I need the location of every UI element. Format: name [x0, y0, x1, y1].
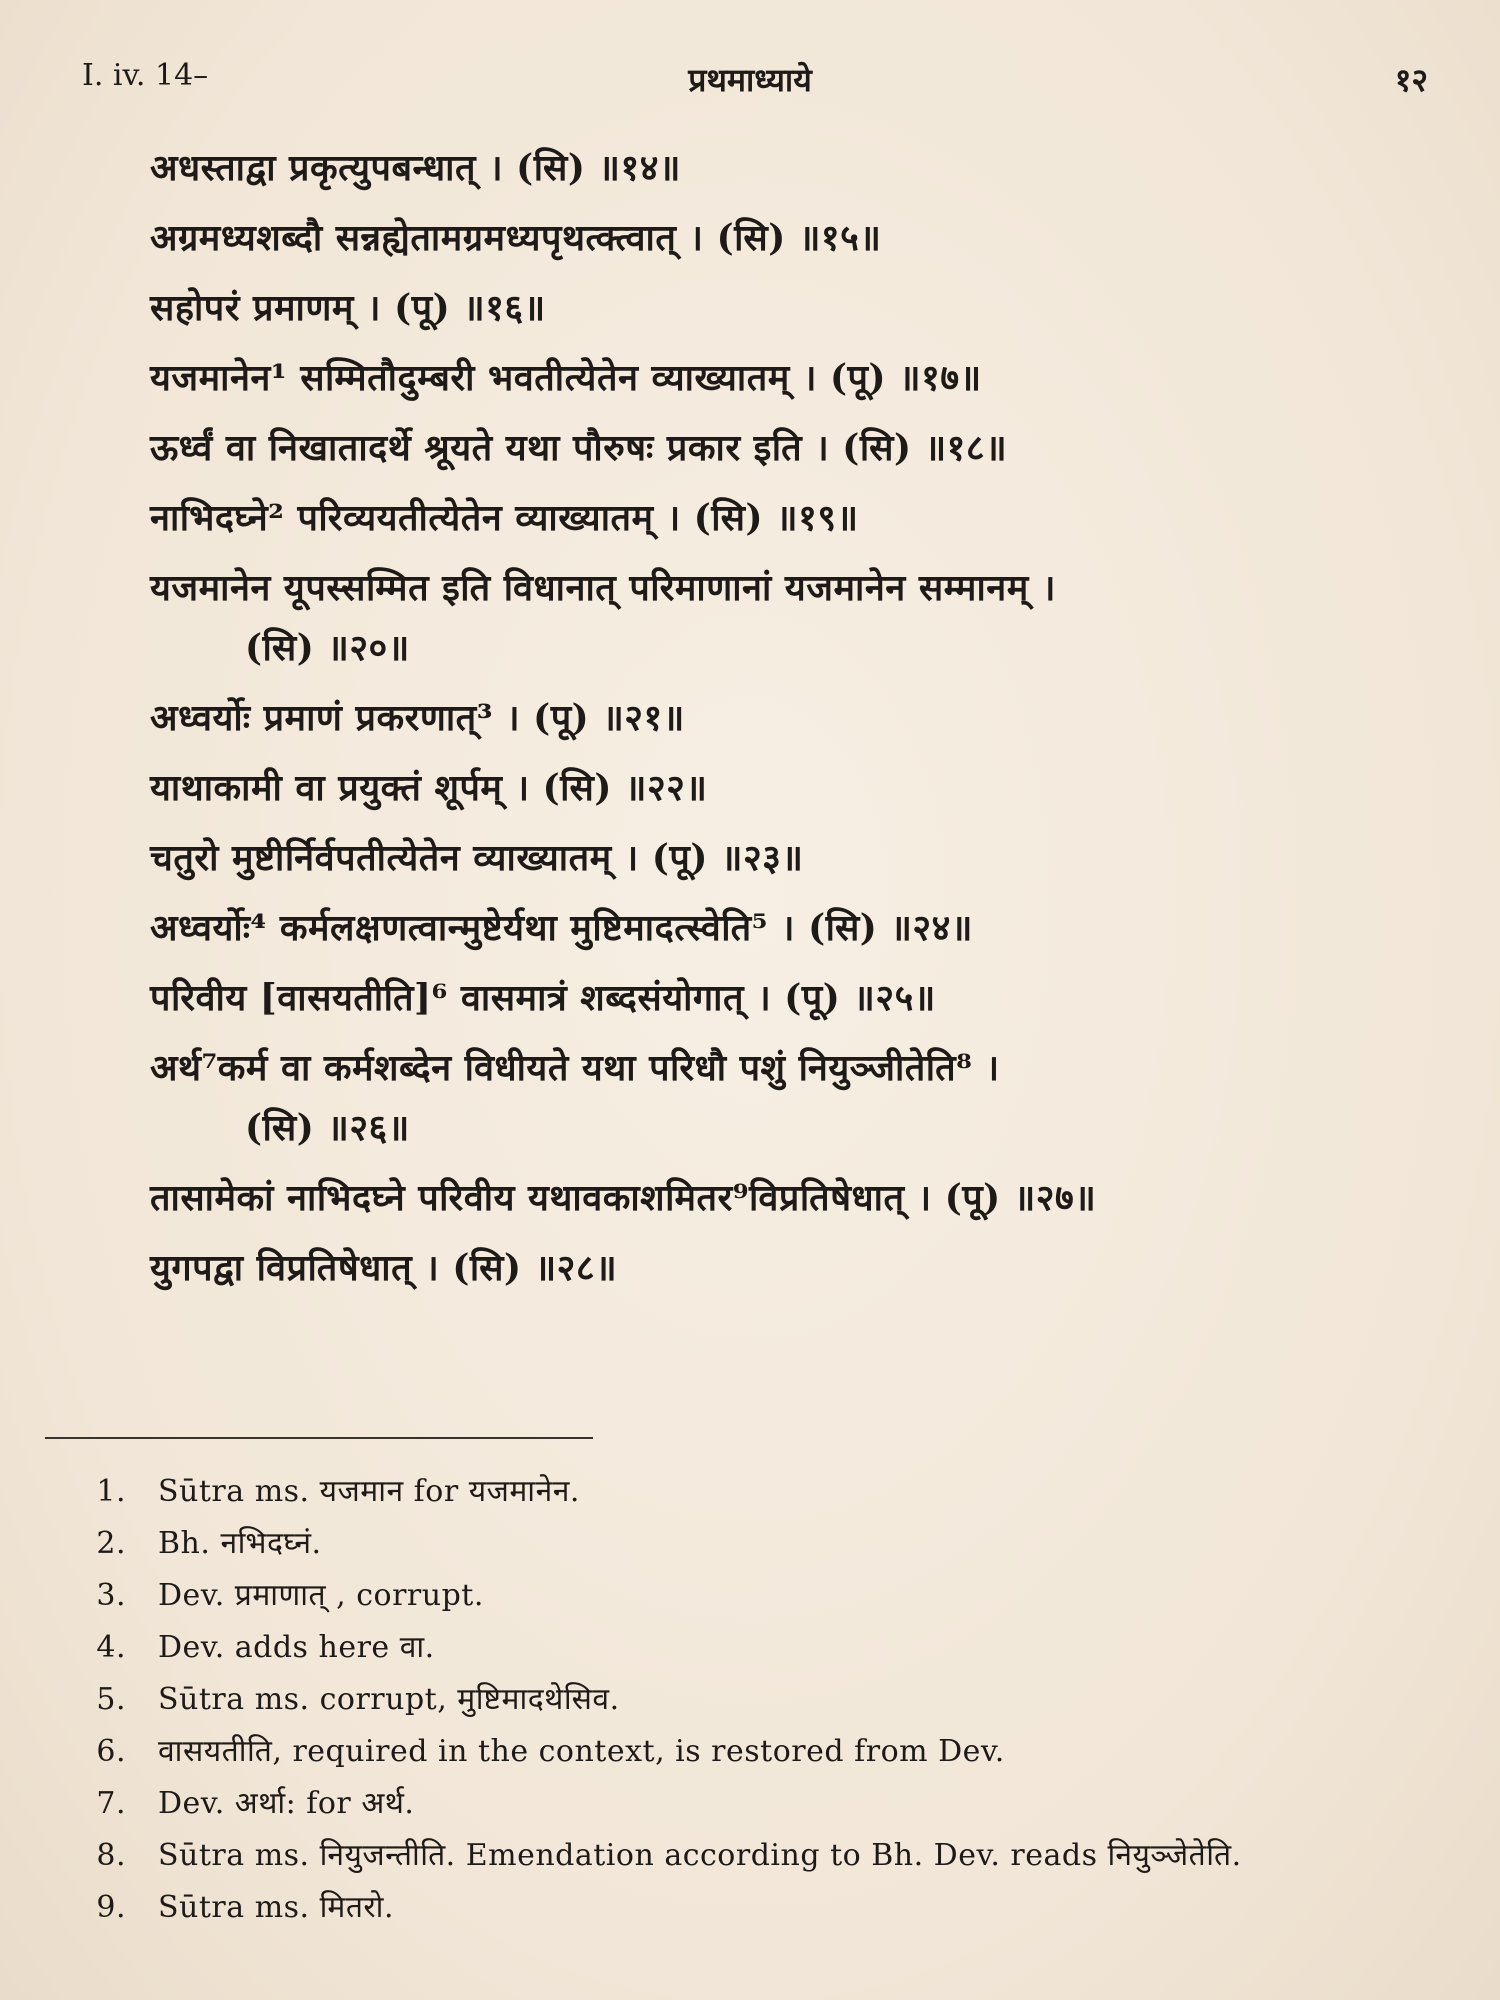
sutra-14: अधस्ताद्वा प्रकृत्युपबन्धात् । (सि) ॥१४॥: [150, 147, 681, 189]
footnote-text: Dev. प्रमाणात् , corrupt.: [158, 1578, 484, 1613]
footnote-text: Dev. adds here वा.: [158, 1630, 435, 1665]
footnote-number: 2.: [96, 1526, 126, 1561]
footnote-2: [86, 1524, 1416, 1564]
footnote-text: Sūtra ms. नियुजन्तीति. Emendation according to Bh. Dev. reads नियुञ्जेतेति.: [158, 1838, 1242, 1873]
footnote-1: [86, 1472, 1416, 1512]
sutra-15: अग्रमध्यशब्दौ सन्नह्येतामग्रमध्यपृथत्क्त्वात् । (सि) ॥१५॥: [150, 217, 882, 259]
footnote-number: 5.: [96, 1682, 126, 1717]
footnote-8: [86, 1836, 1416, 1876]
running-title: प्रथमाध्याये: [688, 61, 812, 99]
sutra-19: नाभिदघ्ने² परिव्ययतीत्येतेन व्याख्यातम् । (सि) ॥१९॥: [150, 497, 859, 539]
sutra-28: युगपद्वा विप्रतिषेधात् । (सि) ॥२८॥: [150, 1247, 618, 1289]
sutra-22: याथाकामी वा प्रयुक्तं शूर्पम् । (सि) ॥२२॥: [150, 767, 708, 809]
sutra-27: तासामेकां नाभिदघ्ने परिवीय यथावकाशमितर⁹विप्रतिषेधात् । (पू) ॥२७॥: [150, 1177, 1097, 1219]
sutra-21: अध्वर्योः प्रमाणं प्रकरणात्³ । (पू) ॥२१॥: [150, 697, 685, 739]
page-number: १२: [1394, 61, 1428, 99]
footnote-3: [86, 1576, 1416, 1616]
sutra-20-line-1: यजमानेन यूपस्सम्मित इति विधानात् परिमाणानां यजमानेन सम्मानम् ।: [150, 567, 1056, 609]
section-reference: I. iv. 14–: [82, 58, 209, 93]
sutra-23: चतुरो मुष्टीर्निर्वपतीत्येतेन व्याख्यातम् । (पू) ॥२३॥: [150, 837, 804, 879]
footnote-number: 6.: [96, 1734, 126, 1769]
footnote-text: Dev. अर्था: for अर्थ.: [158, 1786, 415, 1821]
sutra-16: सहोपरं प्रमाणम् । (पू) ॥१६॥: [150, 287, 546, 329]
footnote-9: [86, 1888, 1416, 1928]
sutra-26-line-2: (सि) ॥२६॥: [245, 1107, 410, 1149]
footnote-text: Sūtra ms. corrupt, मुष्टिमादथेसिव.: [158, 1682, 620, 1717]
sutra-18: ऊर्ध्वं वा निखातादर्थे श्रूयते यथा पौरुषः प्रकार इति । (सि) ॥१८॥: [150, 427, 1008, 469]
footnote-4: [86, 1628, 1416, 1668]
footnote-divider: [45, 1437, 593, 1439]
footnote-number: 8.: [96, 1838, 126, 1873]
sutra-26-line-1: अर्थ⁷कर्म वा कर्मशब्देन विधीयते यथा परिधौ पशुं नियुञ्जीतेति⁸ ।: [150, 1047, 1000, 1089]
footnote-number: 3.: [96, 1578, 126, 1613]
footnote-number: 7.: [96, 1786, 126, 1821]
footnote-text: Sūtra ms. मितरो.: [158, 1890, 394, 1925]
sutra-20-line-2: (सि) ॥२०॥: [245, 627, 410, 669]
footnote-6: [86, 1732, 1416, 1772]
page-header: [0, 58, 1500, 108]
footnote-7: [86, 1784, 1416, 1824]
footnote-number: 4.: [96, 1630, 126, 1665]
sutra-24: अध्वर्योः⁴ कर्मलक्षणत्वान्मुष्टेर्यथा मुष्टिमादत्स्वेति⁵ । (सि) ॥२४॥: [150, 907, 973, 949]
footnote-text: Bh. नभिदघ्नं.: [158, 1526, 322, 1561]
footnotes: [86, 1472, 1416, 1940]
footnote-5: [86, 1680, 1416, 1720]
sutra-20: [150, 558, 1430, 678]
sutra-26: [150, 1038, 1430, 1158]
sutra-17: यजमानेन¹ सम्मितौदुम्बरी भवतीत्येतेन व्याख्यातम् । (पू) ॥१७॥: [150, 357, 982, 399]
footnote-number: 1.: [96, 1474, 126, 1509]
footnote-text: वासयतीति, required in the context, is restored from Dev.: [158, 1734, 1005, 1769]
sutra-list: [150, 138, 1430, 1308]
footnote-number: 9.: [96, 1890, 126, 1925]
footnote-text: Sūtra ms. यजमान for यजमानेन.: [158, 1474, 580, 1509]
sutra-25: परिवीय [वासयतीति]⁶ वासमात्रं शब्दसंयोगात् । (पू) ॥२५॥: [150, 977, 936, 1019]
